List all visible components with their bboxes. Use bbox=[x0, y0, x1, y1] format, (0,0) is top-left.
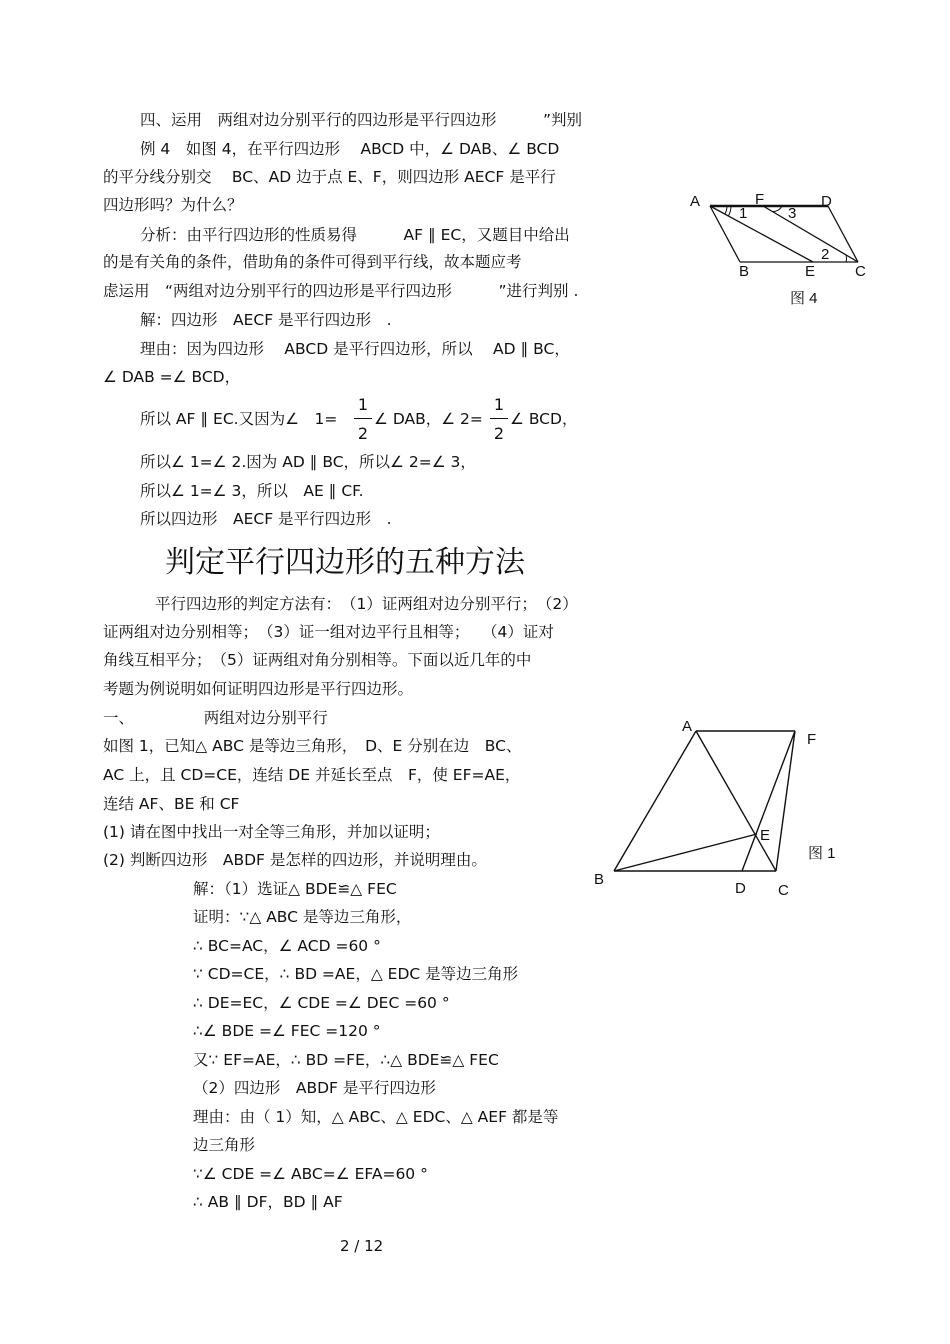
text-line: AC 上，且 CD=CE，连结 DE 并延长至点 F，使 EF=AE， bbox=[103, 766, 521, 784]
figure-4 bbox=[680, 185, 880, 315]
text-line: 所以四边形 AECF 是平行四边形 . bbox=[140, 510, 392, 528]
text-line: 四、运用 两组对边分别平行的四边形是平行四边形 ”判别 bbox=[140, 111, 583, 129]
text-line: 理由：因为四边形 ABCD 是平行四边形，所以 AD ∥ BC， bbox=[140, 340, 570, 358]
text-line: 例 4 如图 4，在平行四边形 ABCD 中，∠ DAB、∠ BCD bbox=[140, 140, 560, 158]
text-line: ∴ DE=EC，∠ CDE =∠ DEC =60 ° bbox=[193, 994, 450, 1012]
fraction-numerator: 1 bbox=[493, 395, 505, 414]
text-segment: ∠ BCD， bbox=[510, 410, 578, 428]
text-line: 边三角形 bbox=[193, 1136, 256, 1154]
fraction-bar bbox=[490, 418, 508, 419]
segment-be bbox=[614, 834, 757, 871]
text-line: 解：四边形 AECF 是平行四边形 . bbox=[140, 311, 392, 329]
fraction-denominator: 2 bbox=[493, 424, 505, 443]
angle-label-1: 1 bbox=[739, 205, 748, 222]
angle-label-2: 2 bbox=[821, 246, 830, 263]
text-line: 的是有关角的条件，借助角的条件可得到平行线，故本题应考 bbox=[103, 253, 522, 271]
point-label-d: D bbox=[735, 880, 746, 897]
text-line: ∠ DAB =∠ BCD， bbox=[103, 368, 241, 386]
text-line: 考题为例说明如何证明四边形是平行四边形。 bbox=[103, 680, 414, 698]
point-label-c: C bbox=[855, 263, 866, 280]
point-label-b: B bbox=[594, 871, 605, 888]
segment-cf bbox=[776, 731, 795, 871]
point-label-f: F bbox=[755, 191, 765, 208]
text-line: 解：（1）选证△ BDE≌△ FEC bbox=[193, 880, 397, 898]
text-line: 理由：由（ 1）知，△ ABC、△ EDC、△ AEF 都是等 bbox=[193, 1108, 559, 1126]
text-line: 的平分线分别交 BC、AD 边于点 E、F，则四边形 AECF 是平行 bbox=[103, 168, 556, 186]
text-line: 虑运用 “两组对边分别平行的四边形是平行四边形 ”进行判别 . bbox=[103, 282, 579, 300]
text-line: 四边形吗？为什么？ bbox=[103, 196, 243, 214]
point-label-a: A bbox=[690, 193, 701, 210]
text-line: ∴ BC=AC，∠ ACD =60 ° bbox=[193, 937, 381, 955]
segment-ac bbox=[696, 731, 776, 871]
text-line: ∴∠ BDE =∠ FEC =120 ° bbox=[193, 1022, 381, 1040]
fraction-denominator: 2 bbox=[357, 424, 369, 443]
text-line: ∴ AB ∥ DF，BD ∥ AF bbox=[193, 1193, 343, 1211]
segment-df bbox=[742, 731, 795, 871]
fraction-bar bbox=[354, 418, 372, 419]
text-segment: 所以 AF ∥ EC.又因为∠ 1= bbox=[140, 410, 338, 428]
point-label-e: E bbox=[760, 827, 771, 844]
text-line: 又∵ EF=AE，∴ BD =FE，∴△ BDE≌△ FEC bbox=[193, 1051, 499, 1069]
point-label-f: F bbox=[807, 731, 817, 748]
segment-ab bbox=[614, 731, 696, 871]
point-label-d: D bbox=[821, 193, 832, 210]
text-line: (1) 请在图中找出一对全等三角形，并加以证明； bbox=[103, 823, 440, 841]
text-line: 分析：由平行四边形的性质易得 AF ∥ EC，又题目中给出 bbox=[140, 226, 570, 244]
section-title: 判定平行四边形的五种方法 bbox=[165, 545, 525, 580]
text-line: ∵∠ CDE =∠ ABC=∠ EFA=60 ° bbox=[193, 1165, 428, 1183]
text-line: 证两组对边分别相等； （3）证一组对边平行且相等； （4）证对 bbox=[103, 623, 554, 641]
text-line: 如图 1，已知△ ABC 是等边三角形， D、E 分别在边 BC、 bbox=[103, 737, 522, 755]
text-segment: ∠ DAB，∠ 2= bbox=[374, 410, 483, 428]
text-line: 证明：∵△ ABC 是等边三角形， bbox=[193, 908, 412, 926]
segment-fc bbox=[763, 206, 858, 262]
text-line: (2) 判断四边形 ABDF 是怎样的四边形，并说明理由。 bbox=[103, 851, 487, 869]
page-number: 2 / 12 bbox=[340, 1237, 384, 1255]
point-label-b: B bbox=[739, 263, 750, 280]
text-line: 连结 AF、BE 和 CF bbox=[103, 795, 240, 813]
text-line: 所以∠ 1=∠ 2.因为 AD ∥ BC，所以∠ 2=∠ 3， bbox=[140, 453, 476, 471]
point-label-e: E bbox=[805, 263, 816, 280]
text-line: 角线互相平分； （5）证两组对角分别相等。下面以近几年的中 bbox=[103, 651, 532, 669]
text-line: （2）四边形 ABDF 是平行四边形 bbox=[193, 1079, 436, 1097]
fraction-numerator: 1 bbox=[357, 395, 369, 414]
angle-label-3: 3 bbox=[788, 205, 797, 222]
figure-1 bbox=[590, 712, 850, 907]
text-line: 平行四边形的判定方法有： （1）证两组对边分别平行； （2） bbox=[155, 595, 578, 613]
angle-mark-1 bbox=[728, 206, 731, 216]
figure-caption: 图 4 bbox=[790, 290, 818, 307]
text-line: 所以∠ 1=∠ 3，所以 AE ∥ CF. bbox=[140, 482, 364, 500]
figure-caption: 图 1 bbox=[808, 845, 836, 862]
text-line: 一、 两组对边分别平行 bbox=[103, 709, 328, 727]
point-label-a: A bbox=[682, 718, 693, 735]
point-label-c: C bbox=[778, 882, 789, 899]
text-line: ∵ CD=CE，∴ BD =AE，△ EDC 是等边三角形 bbox=[193, 965, 519, 983]
